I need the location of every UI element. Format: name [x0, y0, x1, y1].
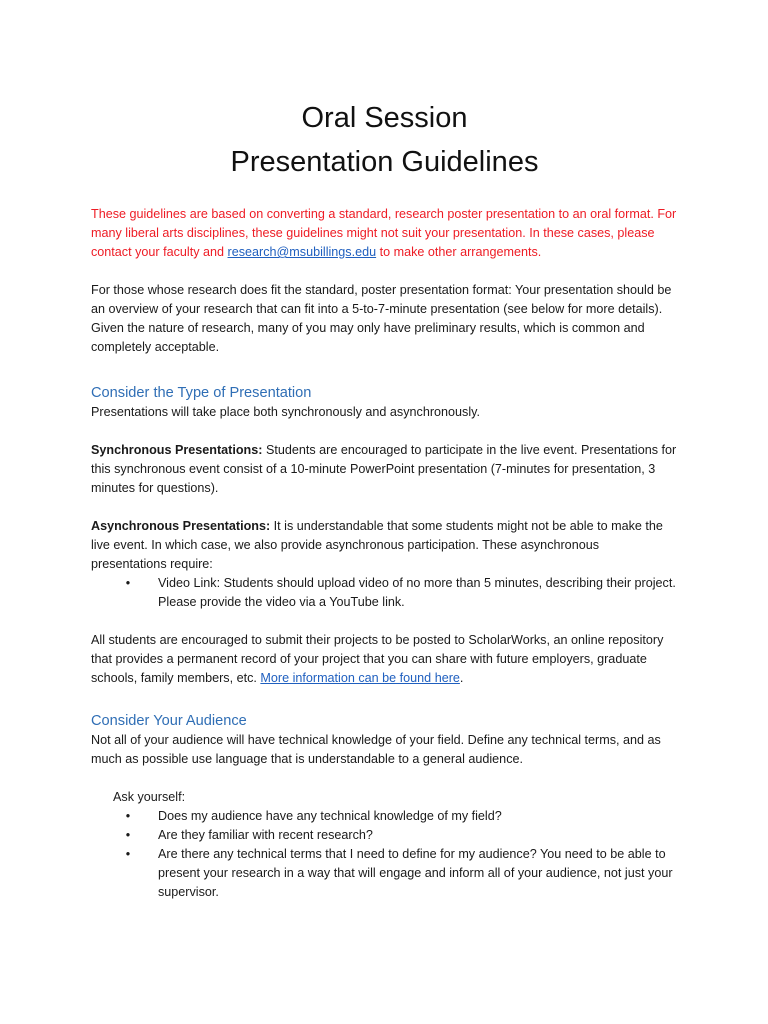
section-heading-audience: Consider Your Audience	[91, 713, 247, 729]
scholarworks-end: .	[459, 671, 464, 685]
list-item	[125, 826, 678, 845]
synchronous-paragraph	[91, 441, 678, 498]
research-email-link[interactable]: research@msubillings.edu	[227, 245, 377, 259]
bullet-icon: •	[125, 847, 131, 861]
list-item	[125, 574, 678, 612]
ask-yourself-label: Ask yourself:	[113, 790, 186, 804]
bullet-icon: •	[125, 828, 131, 842]
list-item-text: Are there any technical terms that I need to define for my audience? You need to be able to present your research in a way that will engage and inform all of your audience, not just your supervisor.	[158, 847, 673, 899]
scholarworks-text: All students are encouraged to submit their projects to be posted to ScholarWorks, an online repository that provides a permanent record of your project that you can share with future employers, graduate schools, family members, etc.	[91, 633, 664, 685]
synchronous-text: Students are encouraged to participate in the live event. Presentations for this synchronous event consist of a 10-minute PowerPoint presentation (7-minutes for presentation, 3 minutes for questions).	[91, 443, 677, 495]
more-information-link[interactable]: More information can be found here	[260, 671, 460, 685]
audience-questions-list	[91, 807, 678, 902]
synchronous-label: Synchronous Presentations:	[91, 443, 263, 457]
asynchronous-text: It is understandable that some students might not be able to make the live event. In which case, we also provide asynchronous participation. These asynchronous presentations require:	[91, 519, 663, 571]
list-item	[125, 845, 678, 902]
list-item-text: Video Link: Students should upload video of no more than 5 minutes, describing their project. Please provide the video via a YouTube link.	[158, 576, 676, 609]
notice-text-end: to make other arrangements.	[376, 245, 542, 259]
list-item	[125, 807, 678, 826]
scholarworks-paragraph	[91, 631, 678, 688]
asynchronous-paragraph	[91, 517, 678, 574]
bullet-icon: •	[125, 576, 131, 590]
document-title	[91, 96, 678, 184]
notice-text: These guidelines are based on converting a standard, research poster presentation to an oral format. For many liberal arts disciplines, these guidelines might not suit your presentation. In these cases, please contact your faculty and	[91, 207, 677, 259]
audience-text: Not all of your audience will have technical knowledge of your field. Define any technical terms, and as much as possible use language that is understandable to a general audience.	[91, 733, 661, 766]
bullet-icon: •	[125, 809, 131, 823]
asynchronous-requirements-list	[91, 574, 678, 612]
list-item-text: Are they familiar with recent research?	[158, 828, 373, 842]
notice-paragraph	[91, 205, 678, 262]
asynchronous-label: Asynchronous Presentations:	[91, 519, 271, 533]
section-heading-presentation-type: Consider the Type of Presentation	[91, 385, 312, 401]
presentation-type-text: Presentations will take place both synchronously and asynchronously.	[91, 405, 480, 419]
title-line-2: Presentation Guidelines	[230, 146, 539, 178]
list-item-text: Does my audience have any technical knowledge of my field?	[158, 809, 502, 823]
title-line-1: Oral Session	[301, 102, 468, 134]
intro-paragraph: For those whose research does fit the standard, poster presentation format: Your presentation should be an overview of your research that can fit into a 5-to-7-minute presentation (see below for more details). Given the nature of research, many of you may only have preliminary results, which is common and completely acceptable.	[91, 283, 672, 354]
